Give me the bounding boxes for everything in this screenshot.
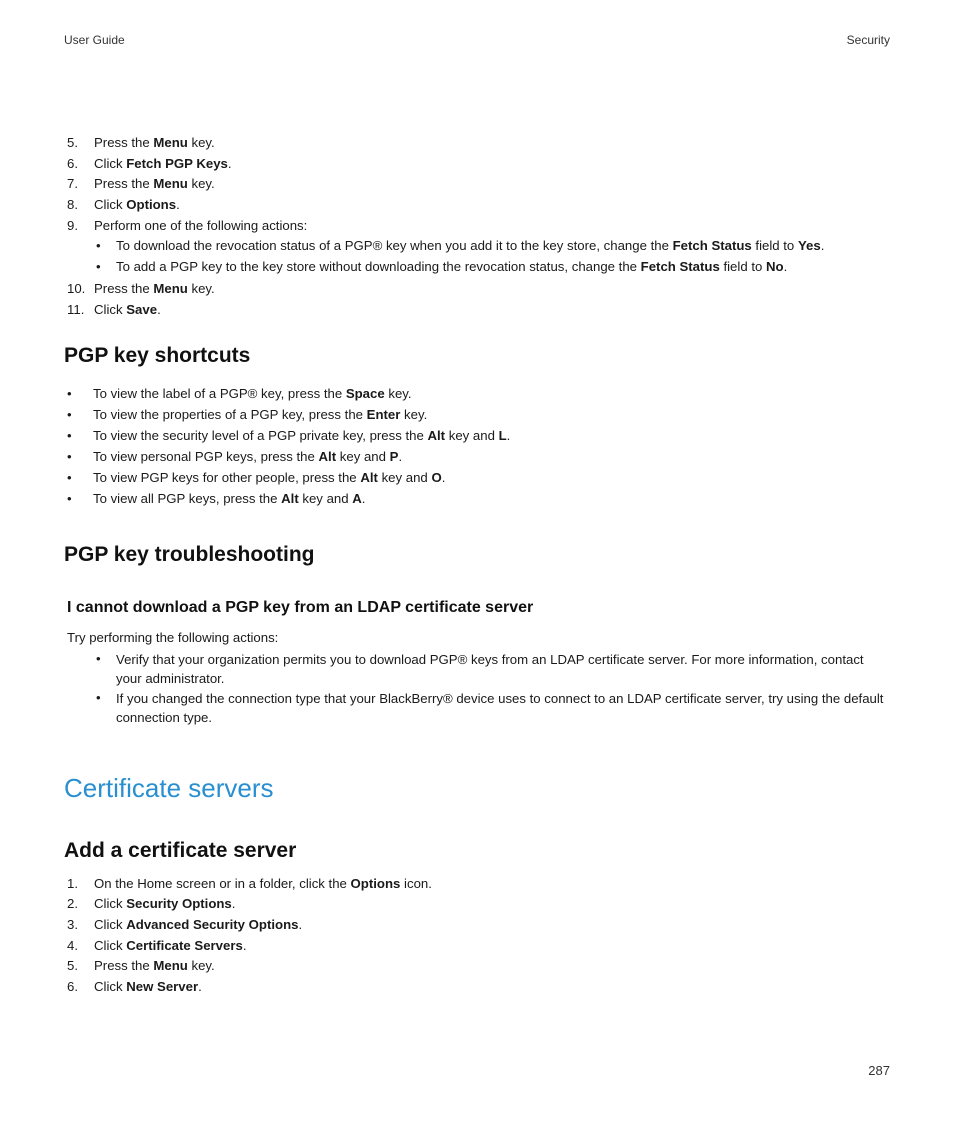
- running-header-left: User Guide: [64, 33, 125, 47]
- bullet-icon: •: [67, 428, 72, 443]
- step-number: 1.: [67, 876, 78, 891]
- step-number: 10.: [67, 281, 86, 296]
- step-number: 5.: [67, 135, 78, 150]
- bullet-icon: •: [96, 651, 101, 666]
- step-number: 5.: [67, 958, 78, 973]
- bullet-icon: •: [67, 449, 72, 464]
- section-heading: PGP key troubleshooting: [64, 543, 315, 566]
- running-header-right: Security: [846, 33, 890, 47]
- step-number: 2.: [67, 896, 78, 911]
- bullet-icon: •: [67, 470, 72, 485]
- bullet-icon: •: [96, 238, 101, 253]
- bullet-icon: •: [67, 491, 72, 506]
- chapter-title: Certificate servers: [64, 773, 274, 803]
- section-heading: PGP key shortcuts: [64, 344, 251, 367]
- step-number: 6.: [67, 156, 78, 171]
- bullet-icon: •: [67, 386, 72, 401]
- bullet-icon: •: [96, 259, 101, 274]
- subsection-heading: I cannot download a PGP key from an LDAP certificate server: [67, 599, 534, 616]
- step-number: 6.: [67, 979, 78, 994]
- step-number: 7.: [67, 176, 78, 191]
- page-number: 287: [868, 1063, 890, 1078]
- step-number: 11.: [67, 302, 85, 317]
- step-number: 3.: [67, 917, 78, 932]
- step-number: 9.: [67, 218, 78, 233]
- step-number: 8.: [67, 197, 78, 212]
- intro-text: Try performing the following actions:: [67, 630, 279, 645]
- step-number: 4.: [67, 938, 78, 953]
- bullet-icon: •: [96, 690, 101, 705]
- section-heading: Add a certificate server: [64, 839, 297, 862]
- bullet-icon: •: [67, 407, 72, 422]
